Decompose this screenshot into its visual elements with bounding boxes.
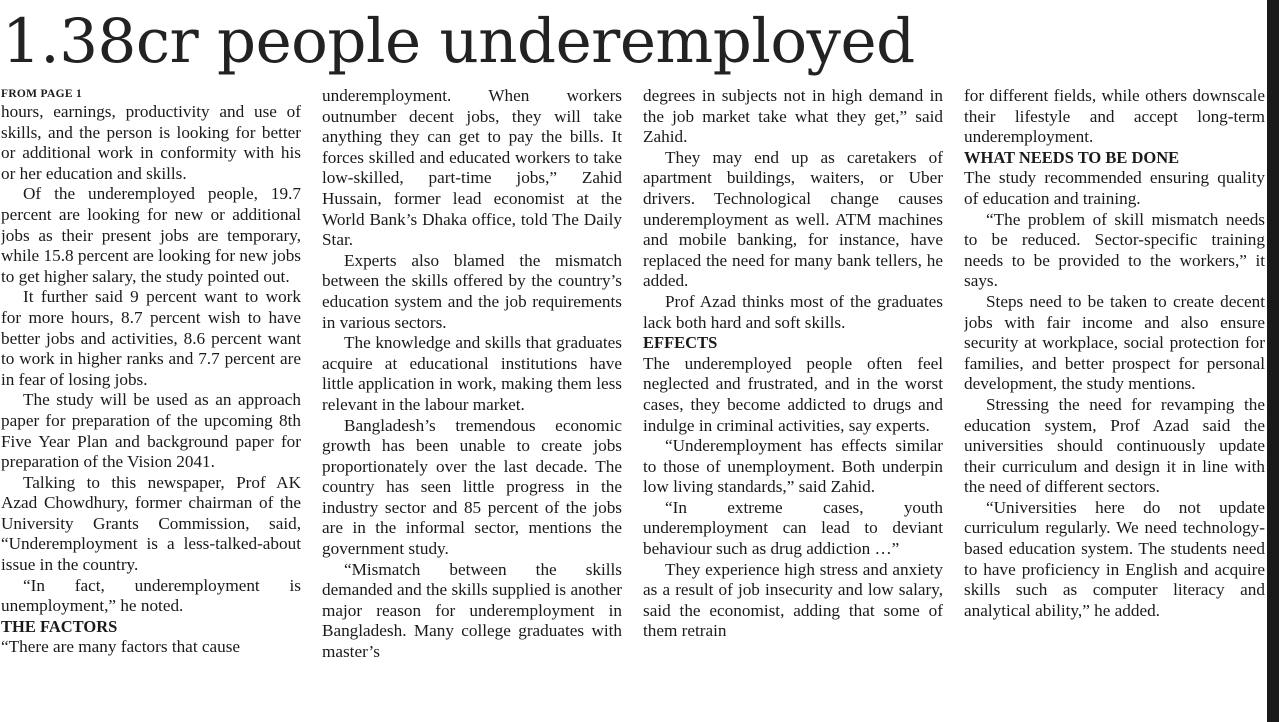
article-column-3: [643, 86, 943, 722]
article-paragraph: The study will be used as an approach paper for preparation of the upcoming 8th Five Year Plan and background paper for preparation of the Vision 2041.: [1, 390, 301, 472]
article-paragraph: underemployment. When workers outnumber decent jobs, they will take anything they can get to pay the bills. It forces skilled and educated workers to take low-skilled, part-time jobs,” Zahid Hussain, former lead economist at the World Bank’s Dhaka office, told The Daily Star.: [322, 86, 622, 250]
article-paragraph: Experts also blamed the mismatch between the skills offered by the country’s education system and the job requirements in various sectors.: [322, 250, 622, 332]
page-edge-shadow: [1267, 0, 1279, 722]
article-paragraph: The underemployed people often feel neglected and frustrated, and in the worst cases, they become addicted to drugs and indulge in criminal activities, say experts.: [643, 353, 943, 435]
section-subhead: THE FACTORS: [1, 616, 118, 636]
article-paragraph: They may end up as caretakers of apartment buildings, waiters, or Uber drivers. Technological change causes underemployment as well. ATM machines and mobile banking, for instance, have replaced the need for many bank tellers, he added.: [643, 147, 943, 291]
headline: 1.38cr people underemployed: [2, 6, 915, 77]
article-paragraph: Steps need to be taken to create decent jobs with fair income and also ensure security at workplace, social protection for families, and better prospect for personal development, the study mentions.: [964, 291, 1265, 394]
article-paragraph: The knowledge and skills that graduates acquire at educational institutions have little application in work, making them less relevant in the labour market.: [322, 333, 622, 414]
article-column-2: [322, 86, 622, 722]
article-paragraph: Prof Azad thinks most of the graduates lack both hard and soft skills.: [643, 291, 943, 332]
article-paragraph: “Underemployment has effects similar to those of unemployment. Both underpin low living standards,” said Zahid.: [643, 436, 943, 497]
article-paragraph: Of the underemployed people, 19.7 percent are looking for new or additional jobs as their present jobs are temporary, while 15.8 percent are looking for new jobs to get higher salary, the study pointed out.: [1, 184, 301, 286]
article-paragraph: “There are many factors that cause: [1, 637, 241, 657]
article-paragraph: degrees in subjects not in high demand in the job market take what they get,” said Zahid.: [643, 86, 943, 147]
article-paragraph: Talking to this newspaper, Prof AK Azad Chowdhury, former chairman of the University Grants Commission, said, “Underemployment is a less-talked-about issue in the country.: [1, 472, 301, 575]
article-paragraph: “In extreme cases, youth underemployment can lead to deviant behaviour such as drug addiction …”: [643, 497, 943, 559]
article-paragraph: Stressing the need for revamping the education system, Prof Azad said the universities should continuously update their curriculum and design it in line with the need of different sectors.: [964, 394, 1265, 497]
article-paragraph: for different fields, while others downscale their lifestyle and accept long-term underemployment.: [964, 86, 1265, 147]
article-paragraph: hours, earnings, productivity and use of skills, and the person is looking for better or additional work in conformity with his or her education and skills.: [1, 102, 301, 183]
article-column-1: [1, 86, 301, 722]
article-column-4: [964, 86, 1265, 722]
article-paragraph: “In fact, underemployment is unemployment,” he noted.: [1, 575, 301, 616]
article-paragraph: It further said 9 percent want to work for more hours, 8.7 percent wish to have better jobs and activities, 8.6 percent want to work in higher ranks and 7.7 percent are in fear of losing jobs.: [1, 287, 301, 389]
article-paragraph: “Universities here do not update curriculum regularly. We need technology-based education system. The students need to have proficiency in English and acquire skills such as computer literacy and analytical ability,” he added.: [964, 497, 1265, 620]
article-paragraph: “Mismatch between the skills demanded and the skills supplied is another major reason for underemployment in Bangladesh. Many college graduates with master’s: [322, 559, 622, 662]
article-paragraph: “The problem of skill mismatch needs to be reduced. Sector-specific training needs to be provided to the workers,” it says.: [964, 209, 1265, 291]
section-subhead: WHAT NEEDS TO BE DONE: [964, 147, 1180, 167]
article-paragraph: The study recommended ensuring quality of education and training.: [964, 168, 1265, 208]
article-paragraph: Bangladesh’s tremendous economic growth has been unable to create jobs proportionately over the last decade. The country has seen little progress in the industry sector and 85 percent of the jobs are in the informal sector, mentions the government study.: [322, 415, 622, 559]
section-subhead: EFFECTS: [643, 333, 718, 353]
jump-label: FROM PAGE 1: [1, 88, 83, 100]
article-paragraph: They experience high stress and anxiety as a result of job insecurity and low salary, said the economist, adding that some of them retrain: [643, 559, 943, 641]
